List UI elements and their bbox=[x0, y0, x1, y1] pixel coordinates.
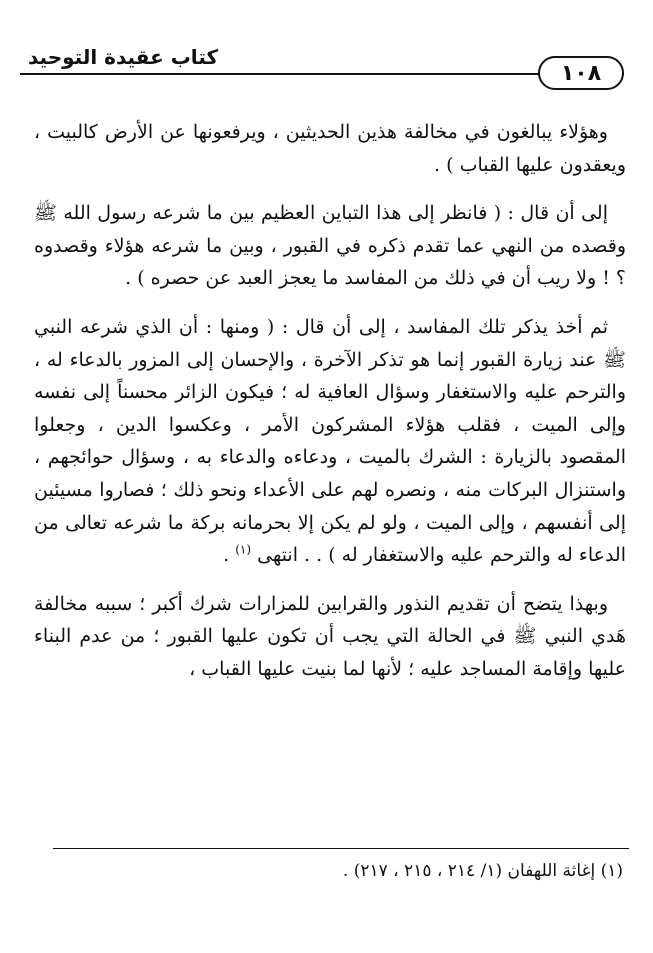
paragraph-3-text: ثم أخذ يذكر تلك المفاسد ، إلى أن قال : ( ومنها : أن الذي شرعه النبي ﷺ عند زيارة القبور إنما هو تذكر الآخرة ، والإحسان إلى المزور بالدعاء له ، والترحم عليه والاستغفار وسؤال العافية له ؛ فيكون الزائر محسناً إلى نفسه وإلى الميت ، فقلب هؤلاء المشركون الأمر ، وعكسوا الدين ، وجعلوا المقصود بالزيارة : الشرك بالميت ، ودعاءه والدعاء به ، وسؤال حوائجهم ، واستنزال البركات منه ، ونصره لهم على الأعداء ونحو ذلك ؛ فصاروا مسيئين إلى أنفسهم ، وإلى الميت ، ولو لم يكن إلا بحرمانه بركة ما شرعه تعالى من الدعاء له والترحم عليه والاستغفار له ) . . انتهى bbox=[34, 315, 626, 567]
book-title: كتاب عقيدة التوحيد bbox=[28, 45, 219, 69]
page-header bbox=[20, 34, 624, 94]
paragraph-1: وهؤلاء يبالغون في مخالفة هذين الحديثين ، ويرفعونها عن الأرض كالبيت ، ويعقدون عليها القباب ) . bbox=[34, 121, 626, 176]
header-rule bbox=[20, 73, 624, 75]
paragraph-3: ثم أخذ يذكر تلك المفاسد ، إلى أن قال : ( ومنها : أن الذي شرعه النبي ﷺ عند زيارة القبور إنما هو تذكر الآخرة ، والإحسان إلى المزور بالدعاء له ، والترحم عليه والاستغفار وسؤال العافية له ؛ فيكون الزائر محسناً إلى نفسه وإلى الميت ، فقلب هؤلاء المشركون الأمر ، وعكسوا الدين ، وجعلوا المقصود بالزيارة : الشرك بالميت ، ودعاءه والدعاء به ، وسؤال حوائجهم ، واستنزال البركات منه ، ونصره لهم على الأعداء ونحو ذلك ؛ فصاروا مسيئين إلى أنفسهم ، وإلى الميت ، ولو لم يكن إلا بحرمانه بركة ما شرعه تعالى من الدعاء له والترحم عليه والاستغفار له ) . . انتهى $^{(١)}$ . bbox=[34, 315, 626, 567]
footnote-reference: (١) bbox=[235, 542, 252, 557]
paragraph-2: إلى أن قال : ( فانظر إلى هذا التباين العظيم بين ما شرعه رسول الله ﷺ وقصده من النهي عما تقدم ذكره في القبور ، وبين ما شرعه هؤلاء وقصدوه ؟ ! ولا ريب أن في ذلك من المفاسد ما يعجز العبد عن حصره ) . bbox=[34, 202, 626, 290]
page-number: ١٠٨ bbox=[560, 60, 602, 86]
page-number-badge bbox=[538, 56, 624, 90]
page-body bbox=[34, 116, 626, 686]
footnote-rule bbox=[53, 848, 629, 849]
paragraph-4: وبهذا يتضح أن تقديم النذور والقرابين للمزارات شرك أكبر ؛ سببه مخالفة هَدي النبي ﷺ في الحالة التي يجب أن تكون عليها القبور ؛ من عدم البناء عليها وإقامة المساجد عليه ؛ لأنها لما بنيت عليها القباب ، bbox=[34, 592, 626, 680]
footnote: (١) إغاثة اللهفان (١/ ٢١٤ ، ٢١٥ ، ٢١٧) . bbox=[342, 861, 623, 881]
